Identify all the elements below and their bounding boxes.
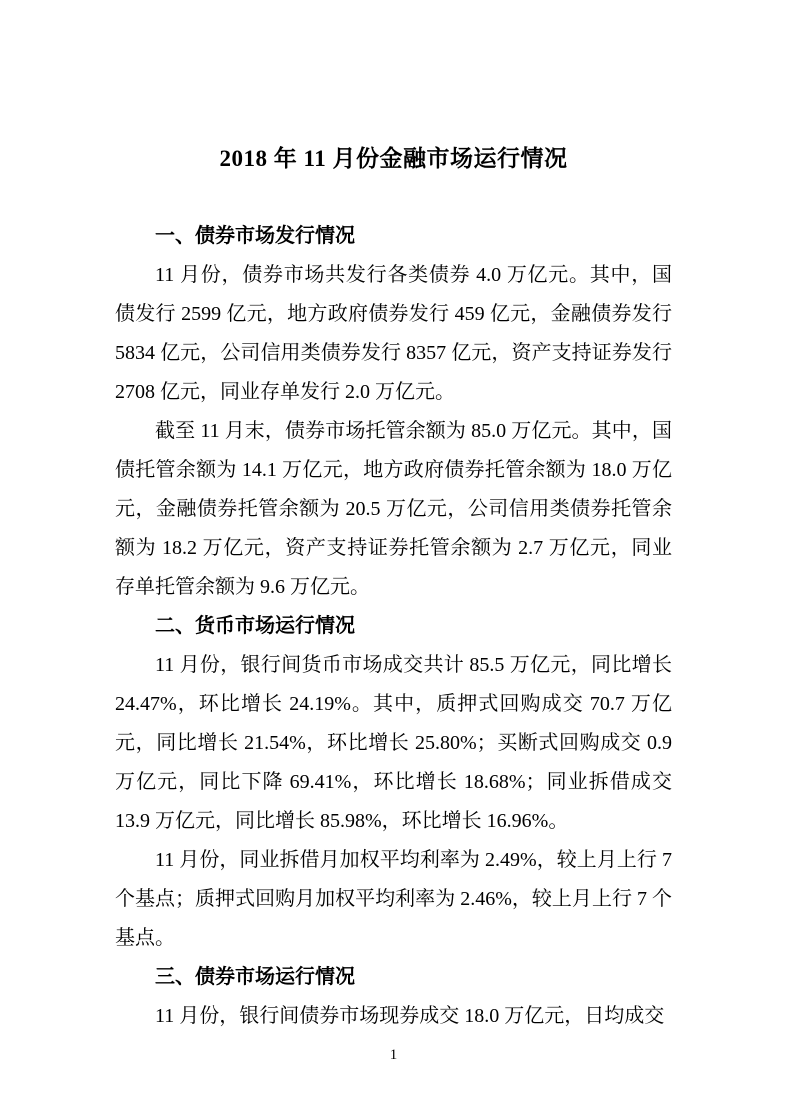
section-bond-market-operation — [115, 958, 672, 1036]
section-heading-bond-market-operation: 三、债券市场运行情况 — [155, 966, 355, 988]
paragraph-money-market-rates: 11 月份，同业拆借月加权平均利率为 2.49%，较上月上行 7 个基点；质押式回购月加权平均利率为 2.46%，较上月上行 7 个基点。 — [115, 849, 672, 949]
paragraph-bond-custody-balance: 截至 11 月末，债券市场托管余额为 85.0 万亿元。其中，国债托管余额为 14.1 万亿元，地方政府债券托管余额为 18.0 万亿元，金融债券托管余额为 20.5 万亿元，公司信用类债券托管余额为 18.2 万亿元，资产支持证券托管余额为 2.7 万亿元，同业存单托管余额为 9.6 万亿元。 — [115, 420, 672, 598]
paragraph-bond-issuance-volume: 11 月份，债券市场共发行各类债券 4.0 万亿元。其中，国债发行 2599 亿元，地方政府债券发行 459 亿元，金融债券发行 5834 亿元，公司信用类债券发行 8357 亿元，资产支持证券发行 2708 亿元，同业存单发行 2.0 万亿元。 — [115, 264, 672, 403]
paragraph-bond-market-trading: 11 月份，银行间债券市场现券成交 18.0 万亿元，日均成交 — [155, 1005, 665, 1027]
document-title: 2018 年 11 月份金融市场运行情况 — [219, 146, 568, 171]
section-money-market — [115, 607, 672, 958]
section-heading-money-market: 二、货币市场运行情况 — [155, 615, 355, 637]
page-number: 1 — [389, 1047, 398, 1063]
section-heading-bond-issuance: 一、债券市场发行情况 — [155, 225, 355, 247]
document-page — [115, 139, 672, 1075]
section-bond-issuance — [115, 217, 672, 607]
paragraph-money-market-turnover: 11 月份，银行间货币市场成交共计 85.5 万亿元，同比增长 24.47%，环比增长 24.19%。其中，质押式回购成交 70.7 万亿元，同比增长 21.54%，环比增长 25.80%；买断式回购成交 0.9 万亿元，同比下降 69.41%，环比增长 18.68%；同业拆借成交 13.9 万亿元，同比增长 85.98%，环比增长 16.96%。 — [115, 654, 672, 832]
